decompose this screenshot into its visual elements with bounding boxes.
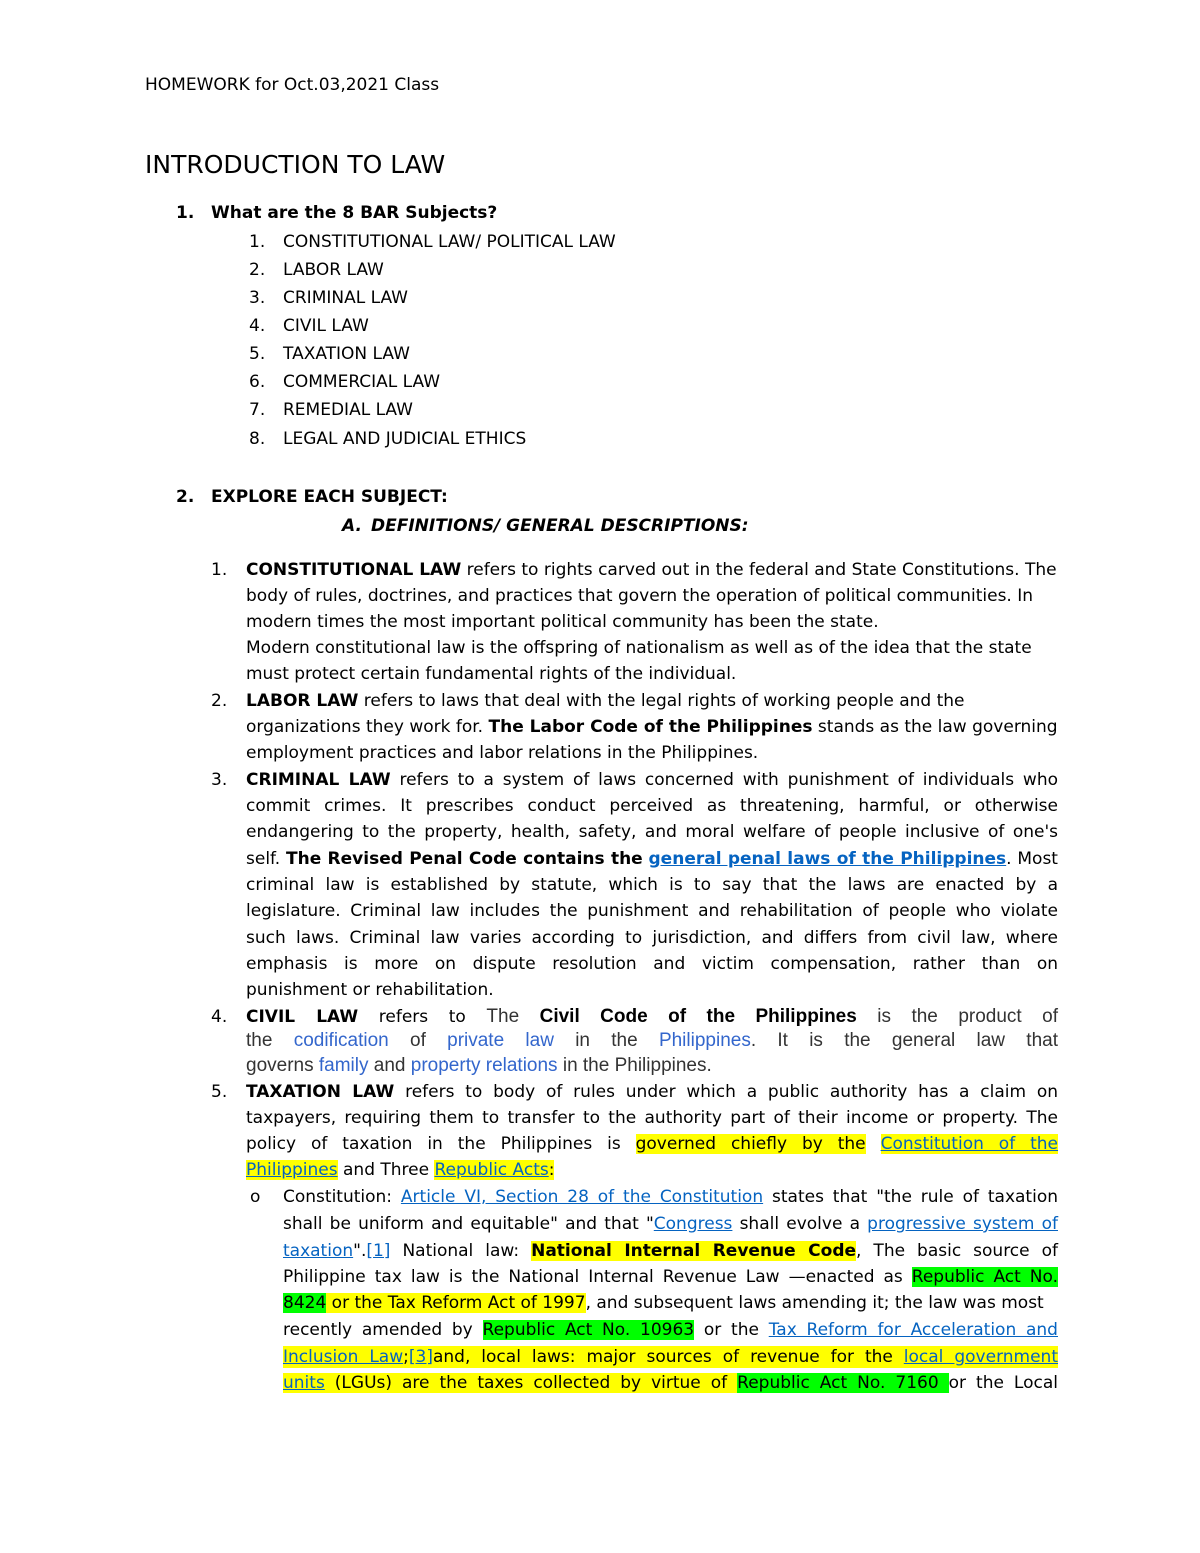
text-span: the bbox=[246, 1030, 294, 1051]
definition-labor-line bbox=[246, 690, 965, 712]
definition-number: 3. bbox=[211, 770, 228, 790]
text-span: or the Local bbox=[948, 1373, 1058, 1393]
subheading-letter: A. bbox=[342, 516, 362, 536]
definition-line bbox=[246, 1133, 1058, 1155]
list-item: LEGAL AND JUDICIAL ETHICS bbox=[283, 429, 527, 449]
text-span: stands as the law governing bbox=[812, 717, 1058, 737]
link-progressive-system-of-taxation[interactable]: progressive system of bbox=[867, 1214, 1058, 1234]
definition-line: must protect certain fundamental rights of the individual. bbox=[246, 664, 737, 684]
definition-number: 5. bbox=[211, 1082, 228, 1102]
text-span: states that "the rule of taxation bbox=[763, 1187, 1058, 1207]
definition-constitutional-line bbox=[246, 559, 1057, 581]
text-span: refers to bbox=[358, 1007, 487, 1027]
definition-number: 4. bbox=[211, 1007, 228, 1027]
text-span: and Three bbox=[337, 1160, 435, 1180]
text-span: governs bbox=[246, 1055, 319, 1076]
bullet-line bbox=[283, 1319, 1058, 1341]
definition-line bbox=[246, 1055, 712, 1077]
text-span: Philippine tax law is the National Internal Revenue Law —enacted as bbox=[283, 1267, 912, 1287]
definition-line: commit crimes. It prescribes conduct perceived as threatening, harmful, or otherwise bbox=[246, 796, 1058, 816]
link-units[interactable]: units bbox=[283, 1373, 325, 1393]
bullet-line bbox=[283, 1346, 1058, 1368]
reference-link-3[interactable]: [3] bbox=[408, 1347, 433, 1367]
text-span: organizations they work for. bbox=[246, 717, 489, 737]
text-span: in the Philippines. bbox=[557, 1055, 712, 1076]
list-item: LABOR LAW bbox=[283, 260, 384, 280]
definition-taxation-line bbox=[246, 1081, 1058, 1103]
text-span: shall be uniform and equitable" and that " bbox=[283, 1214, 654, 1234]
definition-line: such laws. Criminal law varies according to jurisdiction, and differs from civil law, where bbox=[246, 928, 1058, 948]
text-span: . Most bbox=[1006, 849, 1058, 869]
text-span: The bbox=[486, 1006, 540, 1027]
text-span: and bbox=[368, 1055, 411, 1076]
bullet-line bbox=[283, 1266, 1058, 1288]
highlighted-text: 8424 bbox=[283, 1293, 327, 1313]
definition-line: emphasis is more on dispute resolution and victim compensation, rather than on bbox=[246, 954, 1058, 974]
text-span: (LGUs) are the taxes collected by virtue of bbox=[324, 1373, 738, 1393]
definition-line: criminal law is established by statute, which is to say that the laws are enacted by a bbox=[246, 875, 1058, 895]
text-span: shall evolve a bbox=[732, 1214, 868, 1234]
question-text: What are the 8 BAR Subjects? bbox=[211, 203, 498, 223]
definition-criminal-line bbox=[246, 769, 1058, 791]
definition-line: Modern constitutional law is the offspring of nationalism as well as of the idea that the state bbox=[246, 638, 1032, 658]
link-taxation[interactable]: taxation bbox=[283, 1241, 354, 1261]
definition-line: body of rules, doctrines, and practices that govern the operation of political communities. In bbox=[246, 586, 1034, 606]
link-local-government-units[interactable]: local government bbox=[903, 1347, 1058, 1367]
definition-line bbox=[246, 1159, 554, 1181]
list-item: REMEDIAL LAW bbox=[283, 400, 413, 420]
link-tax-reform-for-acceleration[interactable]: Tax Reform for Acceleration and bbox=[768, 1320, 1058, 1340]
link-family[interactable]: family bbox=[318, 1055, 369, 1076]
subheading-text: DEFINITIONS/ GENERAL DESCRIPTIONS: bbox=[371, 516, 749, 536]
definition-line: taxpayers, requiring them to transfer to the authority part of their income or property. The bbox=[246, 1108, 1058, 1128]
reference-link-1[interactable]: [1] bbox=[366, 1241, 391, 1261]
text-span: Constitution: bbox=[283, 1187, 401, 1207]
bullet-line bbox=[283, 1186, 1058, 1208]
link-inclusion-law[interactable]: Inclusion Law bbox=[283, 1347, 404, 1367]
text-span: refers to rights carved out in the federal and State Constitutions. The bbox=[461, 560, 1057, 580]
term-civil-law: CIVIL LAW bbox=[246, 1007, 359, 1027]
link-congress[interactable]: Congress bbox=[653, 1214, 733, 1234]
text-span: policy of taxation in the Philippines is bbox=[246, 1134, 636, 1154]
definition-civil-line bbox=[246, 1006, 1058, 1028]
highlighted-text: governed chiefly by the bbox=[635, 1134, 866, 1154]
text-span: and, local laws: major sources of revenue for the bbox=[432, 1347, 904, 1367]
list-number: 8. bbox=[249, 429, 266, 449]
highlighted-text: National Internal Revenue Code bbox=[531, 1241, 857, 1261]
definition-line: employment practices and labor relations in the Philippines. bbox=[246, 743, 759, 763]
page-title: INTRODUCTION TO LAW bbox=[145, 150, 446, 179]
text-span: refers to body of rules under which a public authority has a claim on bbox=[394, 1082, 1059, 1102]
definition-line: punishment or rehabilitation. bbox=[246, 980, 494, 1000]
link-private-law[interactable]: private law bbox=[447, 1030, 554, 1051]
page-header: HOMEWORK for Oct.03,2021 Class bbox=[145, 75, 440, 95]
labor-code-title: The Labor Code of the Philippines bbox=[488, 717, 813, 737]
list-number: 5. bbox=[249, 344, 266, 364]
text-span: : bbox=[548, 1160, 555, 1180]
list-number: 6. bbox=[249, 372, 266, 392]
definition-line: legislature. Criminal law includes the punishment and rehabilitation of people who violate bbox=[246, 901, 1058, 921]
text-span: or the bbox=[694, 1320, 769, 1340]
list-number: 4. bbox=[249, 316, 266, 336]
text-span: National law: bbox=[390, 1241, 532, 1261]
highlighted-text: or the Tax Reform Act of 1997 bbox=[326, 1293, 586, 1313]
list-number: 2. bbox=[249, 260, 266, 280]
text-span: self. bbox=[246, 849, 286, 869]
text-span: in the bbox=[553, 1030, 659, 1051]
text-span: , The basic source of bbox=[856, 1241, 1058, 1261]
bullet-line bbox=[283, 1240, 1058, 1262]
definition-line bbox=[246, 1030, 1058, 1052]
link-codification[interactable]: codification bbox=[293, 1030, 389, 1051]
list-number: 7. bbox=[249, 400, 266, 420]
link-general-penal-laws[interactable]: general penal laws of the Philippines bbox=[648, 849, 1007, 869]
list-number: 1. bbox=[249, 232, 266, 252]
text-span: , and subsequent laws amending it; the law was most bbox=[585, 1293, 1044, 1313]
term-constitutional-law: CONSTITUTIONAL LAW bbox=[246, 560, 462, 580]
list-item: CONSTITUTIONAL LAW/ POLITICAL LAW bbox=[283, 232, 616, 252]
definition-line bbox=[246, 716, 1058, 738]
text-span: of bbox=[388, 1030, 448, 1051]
list-item: CIVIL LAW bbox=[283, 316, 369, 336]
text-span: recently amended by bbox=[283, 1320, 483, 1340]
bullet-line bbox=[283, 1372, 1058, 1394]
bullet-marker: o bbox=[250, 1187, 261, 1207]
question-number: 1. bbox=[176, 203, 195, 223]
term-labor-law: LABOR LAW bbox=[246, 691, 359, 711]
link-article-vi-section-28[interactable]: Article VI, Section 28 of the Constitution bbox=[400, 1187, 764, 1207]
definition-line bbox=[246, 848, 1058, 870]
definition-number: 1. bbox=[211, 560, 228, 580]
list-number: 3. bbox=[249, 288, 266, 308]
text-span: is the product of bbox=[856, 1006, 1059, 1027]
link-constitution-of-the-philippines[interactable]: Constitution of the bbox=[880, 1134, 1059, 1154]
text-span: . It is the general law that bbox=[750, 1030, 1058, 1051]
list-item: COMMERCIAL LAW bbox=[283, 372, 441, 392]
highlighted-text: Republic Act No. bbox=[911, 1267, 1059, 1287]
definition-line: endangering to the property, health, safety, and moral welfare of people inclusive of one's bbox=[246, 822, 1058, 842]
list-item: TAXATION LAW bbox=[283, 344, 410, 364]
link-republic-acts[interactable]: Republic Acts bbox=[434, 1160, 549, 1180]
highlighted-text: Republic Act No. 10963 bbox=[482, 1320, 695, 1340]
text-span: ". bbox=[353, 1241, 367, 1261]
civil-code-title: Civil Code of the Philippines bbox=[539, 1006, 857, 1027]
text-span: ; bbox=[403, 1347, 409, 1367]
bullet-line bbox=[283, 1213, 1058, 1235]
question-number: 2. bbox=[176, 487, 195, 507]
link-property-relations[interactable]: property relations bbox=[410, 1055, 558, 1076]
highlighted-text: Republic Act No. 7160 bbox=[737, 1373, 949, 1393]
question-text: EXPLORE EACH SUBJECT: bbox=[211, 487, 448, 507]
link-philippines[interactable]: Philippines bbox=[658, 1030, 751, 1051]
definition-number: 2. bbox=[211, 691, 228, 711]
definition-line: modern times the most important political community has been the state. bbox=[246, 612, 879, 632]
term-taxation-law: TAXATION LAW bbox=[246, 1082, 395, 1102]
text-span: refers to a system of laws concerned with punishment of individuals who bbox=[390, 770, 1058, 790]
link-philippines-constitution[interactable]: Philippines bbox=[246, 1160, 338, 1180]
revised-penal-code-title: The Revised Penal Code contains the bbox=[286, 849, 643, 869]
bullet-line bbox=[283, 1292, 1044, 1314]
text-span: refers to laws that deal with the legal rights of working people and the bbox=[358, 691, 965, 711]
list-item: CRIMINAL LAW bbox=[283, 288, 408, 308]
term-criminal-law: CRIMINAL LAW bbox=[246, 770, 391, 790]
